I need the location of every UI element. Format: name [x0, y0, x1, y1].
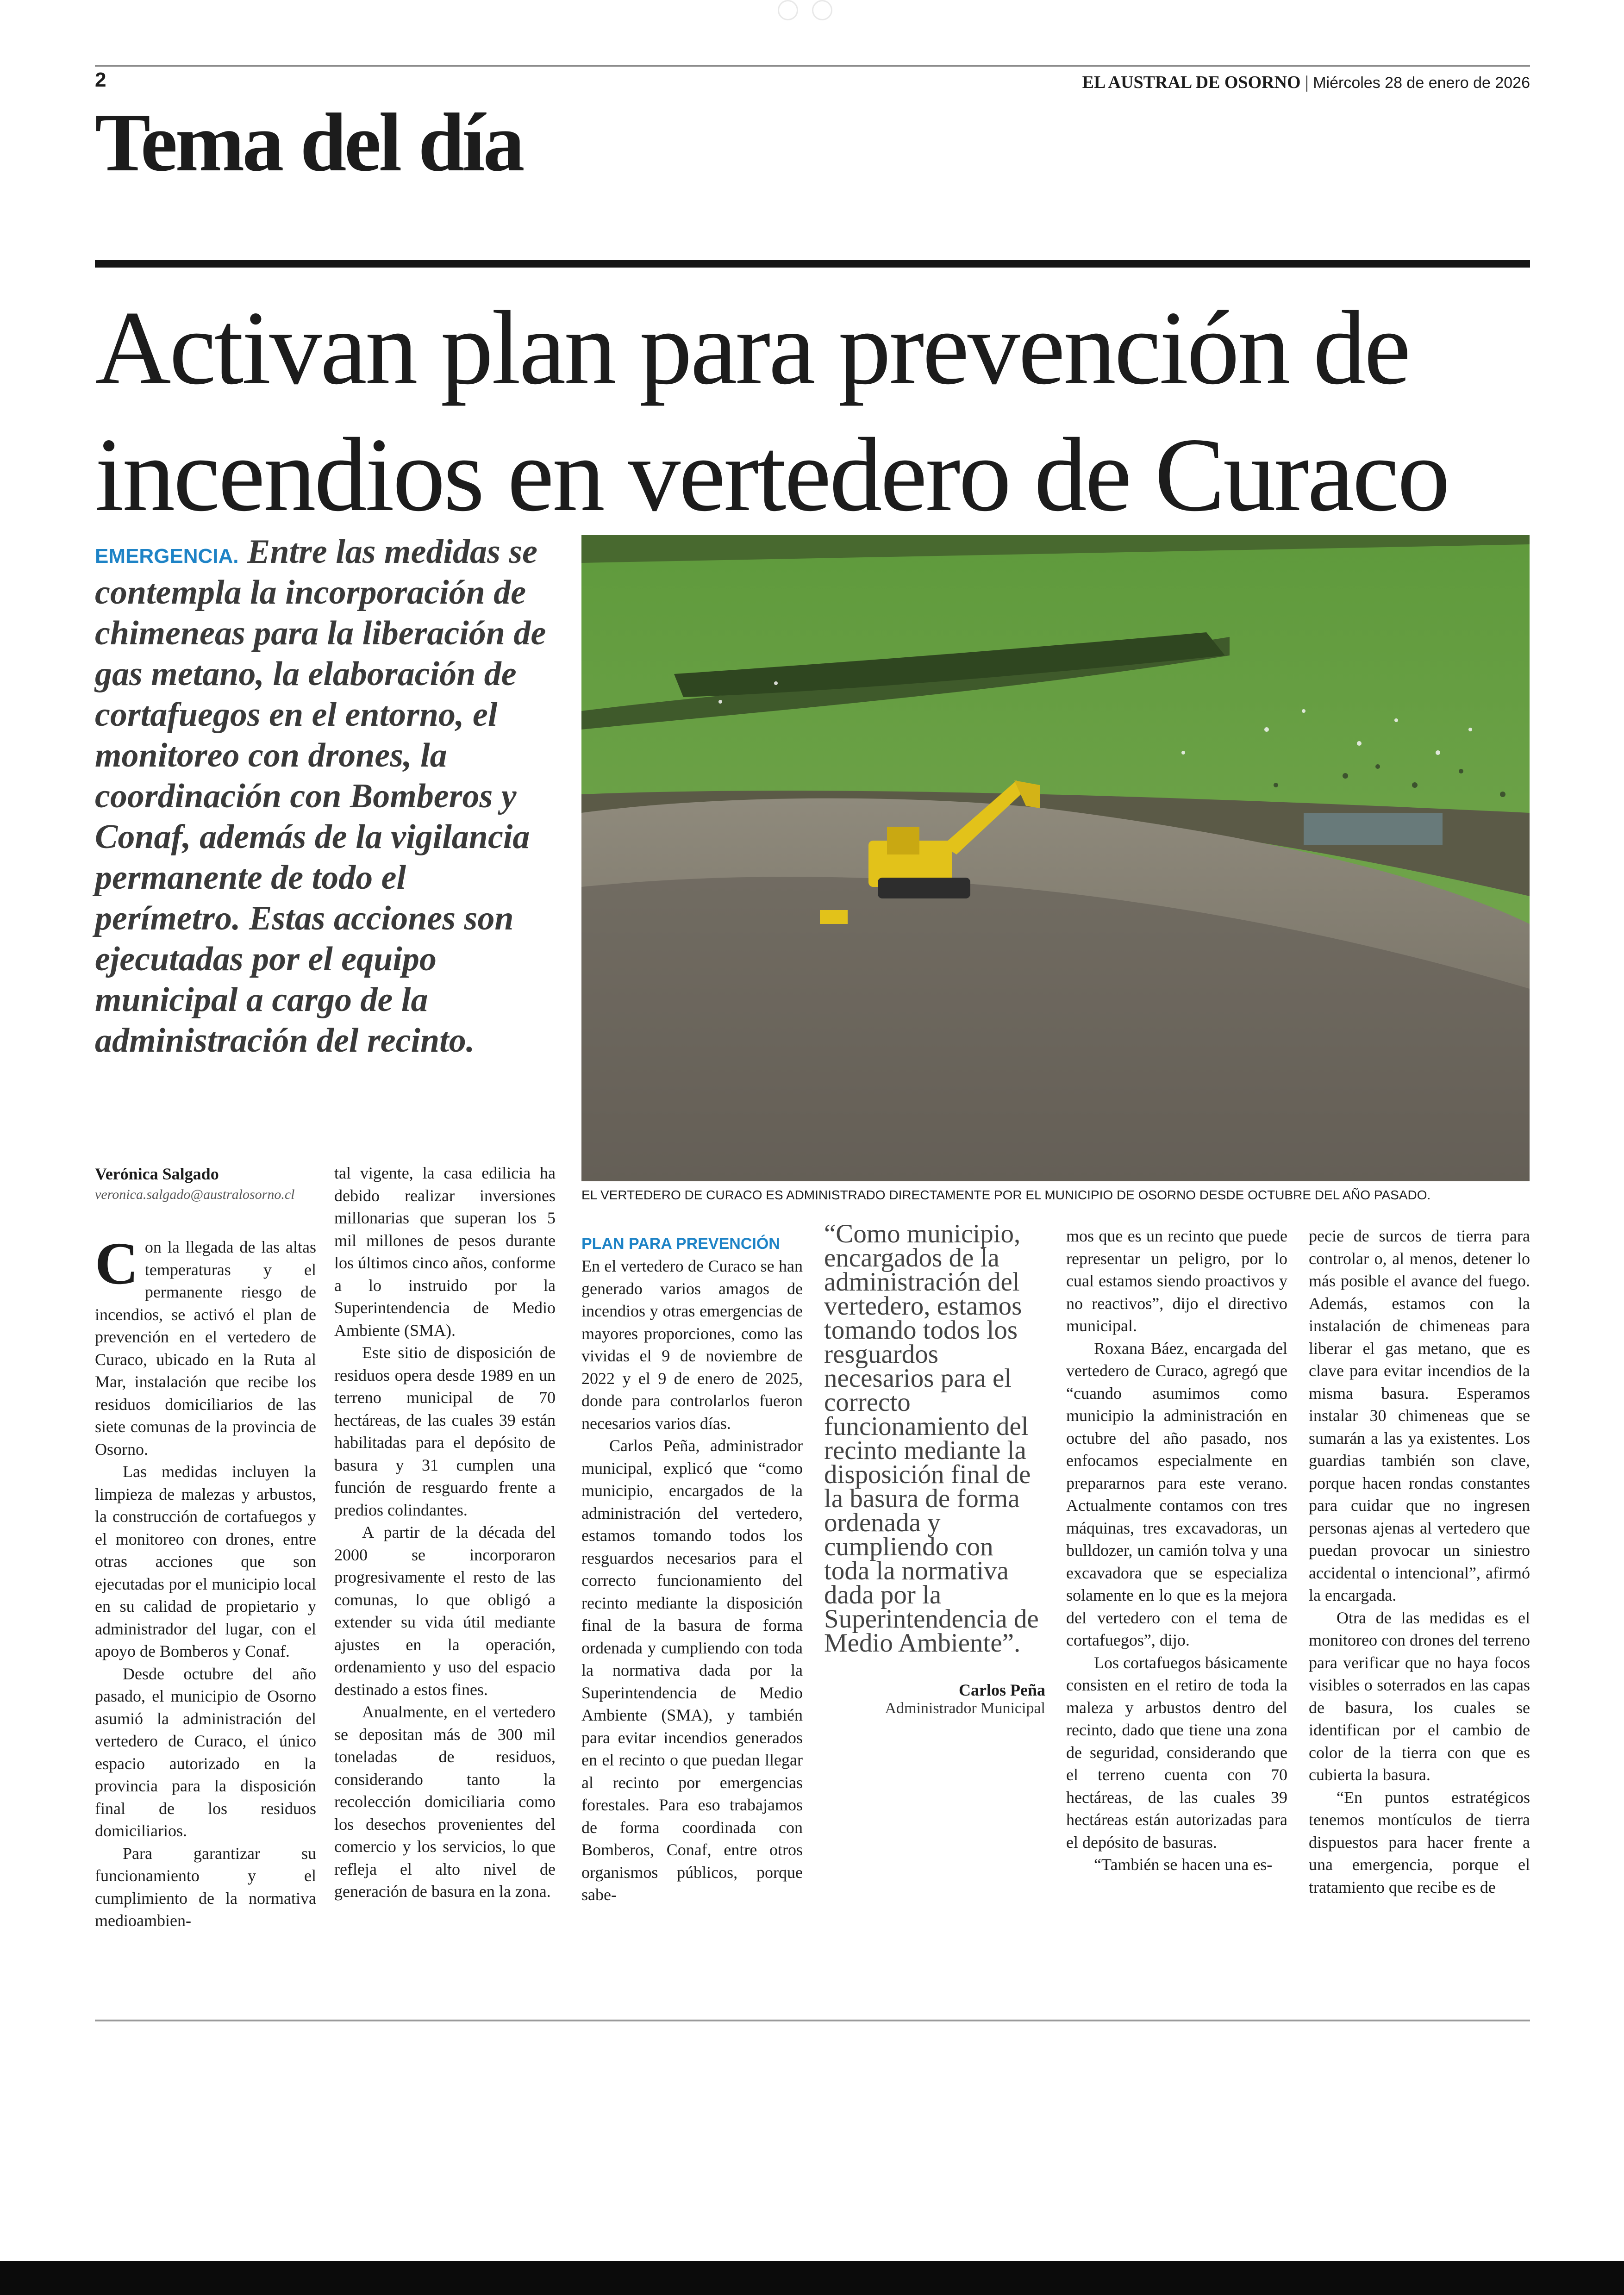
column-2	[334, 1162, 556, 1903]
viewer-bottom-bar	[0, 2261, 1624, 2295]
lead-text: Entre las medidas se contempla la incorporación de chimeneas para la liberación de gas metano, la elaboración de cortafuegos en el entorno, el monitoreo con drones, la coordinación con Bomberos y Conaf, además de la vigilancia permanente de todo el perímetro. Estas acciones son ejecutadas por el equipo municipal a cargo de la administración del recinto.	[95, 533, 546, 1060]
paragraph: tal vigente, la casa edilicia ha debido realizar inversiones millonarias que superan los 5 mil millones de pesos durante los últimos cinco años, conforme a lo instruido por la Superintendencia de Medio Ambiente (SMA).	[334, 1164, 556, 1340]
footer-rule	[95, 2020, 1530, 2021]
pull-quote-author: Carlos Peña	[959, 1681, 1045, 1699]
article-lead	[95, 531, 558, 1061]
masthead	[1082, 72, 1530, 93]
pull-quote-role: Administrador Municipal	[885, 1700, 1045, 1717]
section-rule	[95, 260, 1530, 268]
paragraph: Anualmente, en el vertedero se depositan más de 300 mil toneladas de residuos, considerando tanto la recolección domiciliaria como los desechos provenientes del comercio y los servicios, lo que refleja el alto nivel de generación de basura en la zona.	[334, 1703, 556, 1901]
column-1	[95, 1230, 316, 1932]
paragraph: Para garantizar su funcionamiento y el cumplimiento de la normativa medioambien-	[95, 1844, 316, 1930]
masthead-separator: |	[1300, 73, 1313, 92]
scroll-dot[interactable]	[812, 0, 832, 20]
paragraph: Otra de las medidas es el monitoreo con drones del terreno para verificar que no haya focos visibles o soterrados en las capas de basura, los cuales se identifican por el cambio de color de la tierra con que es cubierta la basura.	[1309, 1608, 1530, 1784]
paragraph: Con la llegada de las altas temperaturas y el permanente riesgo de incendios, se activó el plan de prevención en el vertedero de Curaco, ubicado en la Ruta al Mar, instalación que recibe los residuos domiciliarios de las siete comunas de la provincia de Osorno.	[95, 1230, 316, 1459]
paragraph: “También se hacen una es-	[1094, 1855, 1273, 1874]
photo-caption: EL VERTEDERO DE CURACO ES ADMINISTRADO DIRECTAMENTE POR EL MUNICIPIO DE OSORNO DESDE OCTUBRE DEL AÑO PASADO.	[581, 1188, 1431, 1202]
byline-author: Verónica Salgado	[95, 1165, 219, 1183]
paragraph: Este sitio de disposición de residuos opera desde 1989 en un terreno municipal de 70 hectáreas, de las cuales 39 están habilitadas para el depósito de basura y 31 cumplen una función de resguardo frente a predios colindantes.	[334, 1343, 556, 1519]
paragraph: Desde octubre del año pasado, el municipio de Osorno asumió la administración del vertedero de Curaco, el único espacio autorizado en la provincia para la disposición final de los residuos domiciliarios.	[95, 1664, 316, 1840]
landfill-photo	[581, 535, 1530, 1181]
page-number: 2	[95, 69, 106, 91]
paragraph: “En puntos estratégicos tenemos montículos de tierra dispuestos para hacer frente a una emergencia, porque el tratamiento que recibe es de	[1309, 1788, 1530, 1896]
scroll-dot[interactable]	[778, 0, 798, 20]
column-3	[581, 1235, 803, 1906]
paragraph: mos que es un recinto que puede representar un peligro, por lo cual estamos siendo proactivos y no reactivos”, dijo el directivo municipal.	[1066, 1227, 1287, 1335]
column-5	[1066, 1225, 1287, 1876]
paragraph: Carlos Peña, administrador municipal, explicó que “como municipio, encargados de la administración del vertedero, estamos tomando todos los resguardos necesarios para el correcto funcionamiento del recinto mediante la disposición final de la basura de forma ordenada y cumpliendo con toda la normativa dada por la Superintendencia de Medio Ambiente (SMA), y también para evitar incendios generados en el recinto o que puedan llegar al recinto por emergencias forestales. Para eso trabajamos de forma coordinada con Bomberos, Conaf, entre otros organismos públicos, porque sabe-	[581, 1436, 803, 1904]
paragraph: Las medidas incluyen la limpieza de malezas y arbustos, la construcción de cortafuegos y el monitoreo con drones, entre otras acciones que son ejecutadas por el municipio local en su calidad de propietario y administrador del lugar, con el apoyo de Bomberos y Conaf.	[95, 1462, 316, 1660]
column-6	[1309, 1225, 1530, 1898]
lead-kicker: EMERGENCIA.	[95, 545, 239, 568]
drop-cap: C	[95, 1230, 138, 1297]
article-headline: Activan plan para prevención de incendios en vertedero de Curaco	[95, 290, 1449, 533]
issue-date: Miércoles 28 de enero de 2026	[1313, 74, 1530, 92]
header-rule	[95, 65, 1530, 67]
publication-name: EL AUSTRAL DE OSORNO	[1082, 73, 1301, 92]
byline-email[interactable]: veronica.salgado@australosorno.cl	[95, 1187, 295, 1202]
pull-quote-text: “Como municipio, encargados de la administración del vertedero, estamos tomando todos los resguardos necesarios para el correcto funcionamiento del recinto mediante la disposición final de la basura de forma ordenada y cumpliendo con toda la normativa dada por la Superintendencia de Medio Ambiente”.	[824, 1219, 1039, 1658]
section-title: Tema del día	[95, 96, 523, 188]
paragraph: A partir de la década del 2000 se incorporaron progresivamente el resto de las comunas, lo que obligó a extender su vida útil mediante ajustes en la operación, ordenamiento y uso del espacio destinado a estos fines.	[334, 1523, 556, 1699]
subhead: PLAN PARA PREVENCIÓN	[581, 1235, 780, 1253]
paragraph: Roxana Báez, encargada del vertedero de Curaco, agregó que “cuando asumimos como municipio la administración en octubre del año pasado, nos enfocamos especialmente en prepararnos para este verano. Actualmente contamos con tres máquinas, tres excavadoras, un bulldozer, un camión tolva y una excavadora que se especializa solamente en lo que es la mejora del vertedero con el tema de cortafuegos”, dijo.	[1066, 1339, 1287, 1649]
page-scroll-indicator[interactable]	[778, 0, 846, 23]
pull-quote	[824, 1219, 1045, 1717]
paragraph: En el vertedero de Curaco se han generado varios amagos de incendios y otras emergencias de mayores proporciones, como las vividas el 9 de noviembre de 2022 y el 9 de enero de 2025, donde para controlarlos fueron necesarios varios días.	[581, 1257, 803, 1433]
paragraph: Los cortafuegos básicamente consisten en el retiro de toda la maleza y arbustos dentro del recinto, dado que tiene una zona de seguridad, considerando que el terreno cuenta con 70 hectáreas, de las cuales 39 hectáreas están autorizadas para el depósito de basuras.	[1066, 1653, 1287, 1852]
paragraph: pecie de surcos de tierra para controlar o, al menos, detener lo más posible el avance del fuego. Además, estamos con la instalación de chimeneas para liberar el gas metano, que es clave para evitar incendios de la misma basura. Esperamos instalar 30 chimeneas que se sumarán a las ya existentes. Los guardias también son clave, porque hacen rondas constantes para cuidar que no ingresen personas ajenas al vertedero que puedan provocar un siniestro accidental o intencional”, afirmó la encargada.	[1309, 1227, 1530, 1604]
